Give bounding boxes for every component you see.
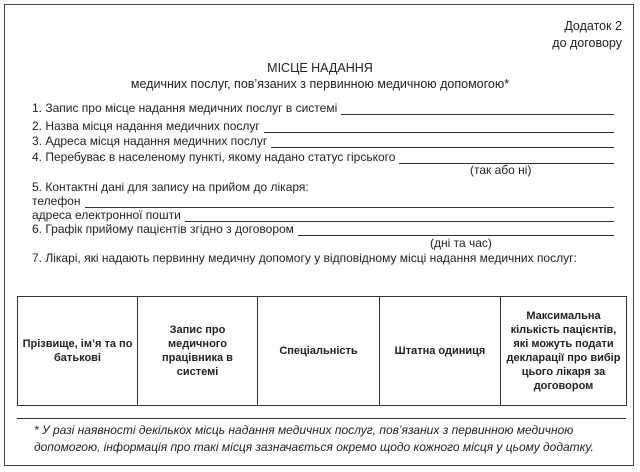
doctors-heading: 7. Лікарі, які надають первинну медичну допомогу у відповідному місці надання медичних послуг: — [32, 251, 577, 265]
field-place-name — [32, 118, 614, 133]
document-title — [0, 60, 640, 92]
field-mountain-status-label: 4. Перебуває в населеному пункті, якому надано статус гірського — [32, 150, 396, 164]
header-registry-record: Запис про медичного працівника в системі — [138, 297, 258, 406]
contacts-heading: 5. Контактні дані для запису на прийом до лікаря: — [32, 180, 309, 194]
field-registry-record-line[interactable] — [341, 103, 614, 115]
field-place-name-line[interactable] — [264, 121, 614, 133]
header-staff-unit: Штатна одиниця — [380, 297, 501, 406]
field-schedule-label: 6. Графік прийому пацієнтів згідно з договором — [32, 222, 294, 236]
title-main: МІСЦЕ НАДАННЯ — [267, 61, 373, 75]
field-schedule-line[interactable] — [298, 224, 614, 236]
field-registry-record — [32, 100, 614, 115]
field-place-address-label: 3. Адреса місця надання медичних послуг — [32, 134, 268, 148]
field-phone — [32, 193, 614, 208]
header-max-patients: Максимальна кількість пацієнтів, які можуть подати декларації про вибір цього лікаря за договором — [501, 297, 627, 406]
field-place-address — [32, 133, 614, 148]
appendix-label — [552, 18, 622, 52]
field-email-label: адреса електронної пошти — [32, 208, 181, 222]
field-schedule — [32, 221, 614, 236]
field-place-address-line[interactable] — [271, 136, 614, 148]
title-subtitle: медичних послуг, пов’язаних з первинною медичною допомогою* — [130, 77, 510, 91]
schedule-hint: (дні та час) — [430, 236, 492, 250]
appendix-number: Додаток 2 — [564, 19, 622, 33]
footnote-separator — [17, 418, 626, 419]
doctors-table — [17, 296, 627, 406]
mountain-status-hint: (так або ні) — [470, 163, 532, 177]
field-place-name-label: 2. Назва місця надання медичних послуг — [32, 119, 260, 133]
field-registry-record-label: 1. Запис про місце надання медичних послуг в системі — [32, 101, 338, 115]
field-email — [32, 207, 614, 222]
appendix-reference: до договору — [552, 36, 622, 50]
field-phone-label: телефон — [32, 194, 81, 208]
header-full-name: Прізвище, ім’я та по батькові — [18, 297, 138, 406]
field-mountain-status — [32, 149, 614, 164]
footnote: * У разі наявності декількох місць надання медичних послуг, пов’язаних з первинною медичною допомогою, інформація про такі місця зазначається окремо щодо кожного місця у цьому додатку. — [34, 423, 594, 454]
doctors-table-header-row — [18, 297, 627, 406]
header-specialty: Спеціальність — [258, 297, 380, 406]
